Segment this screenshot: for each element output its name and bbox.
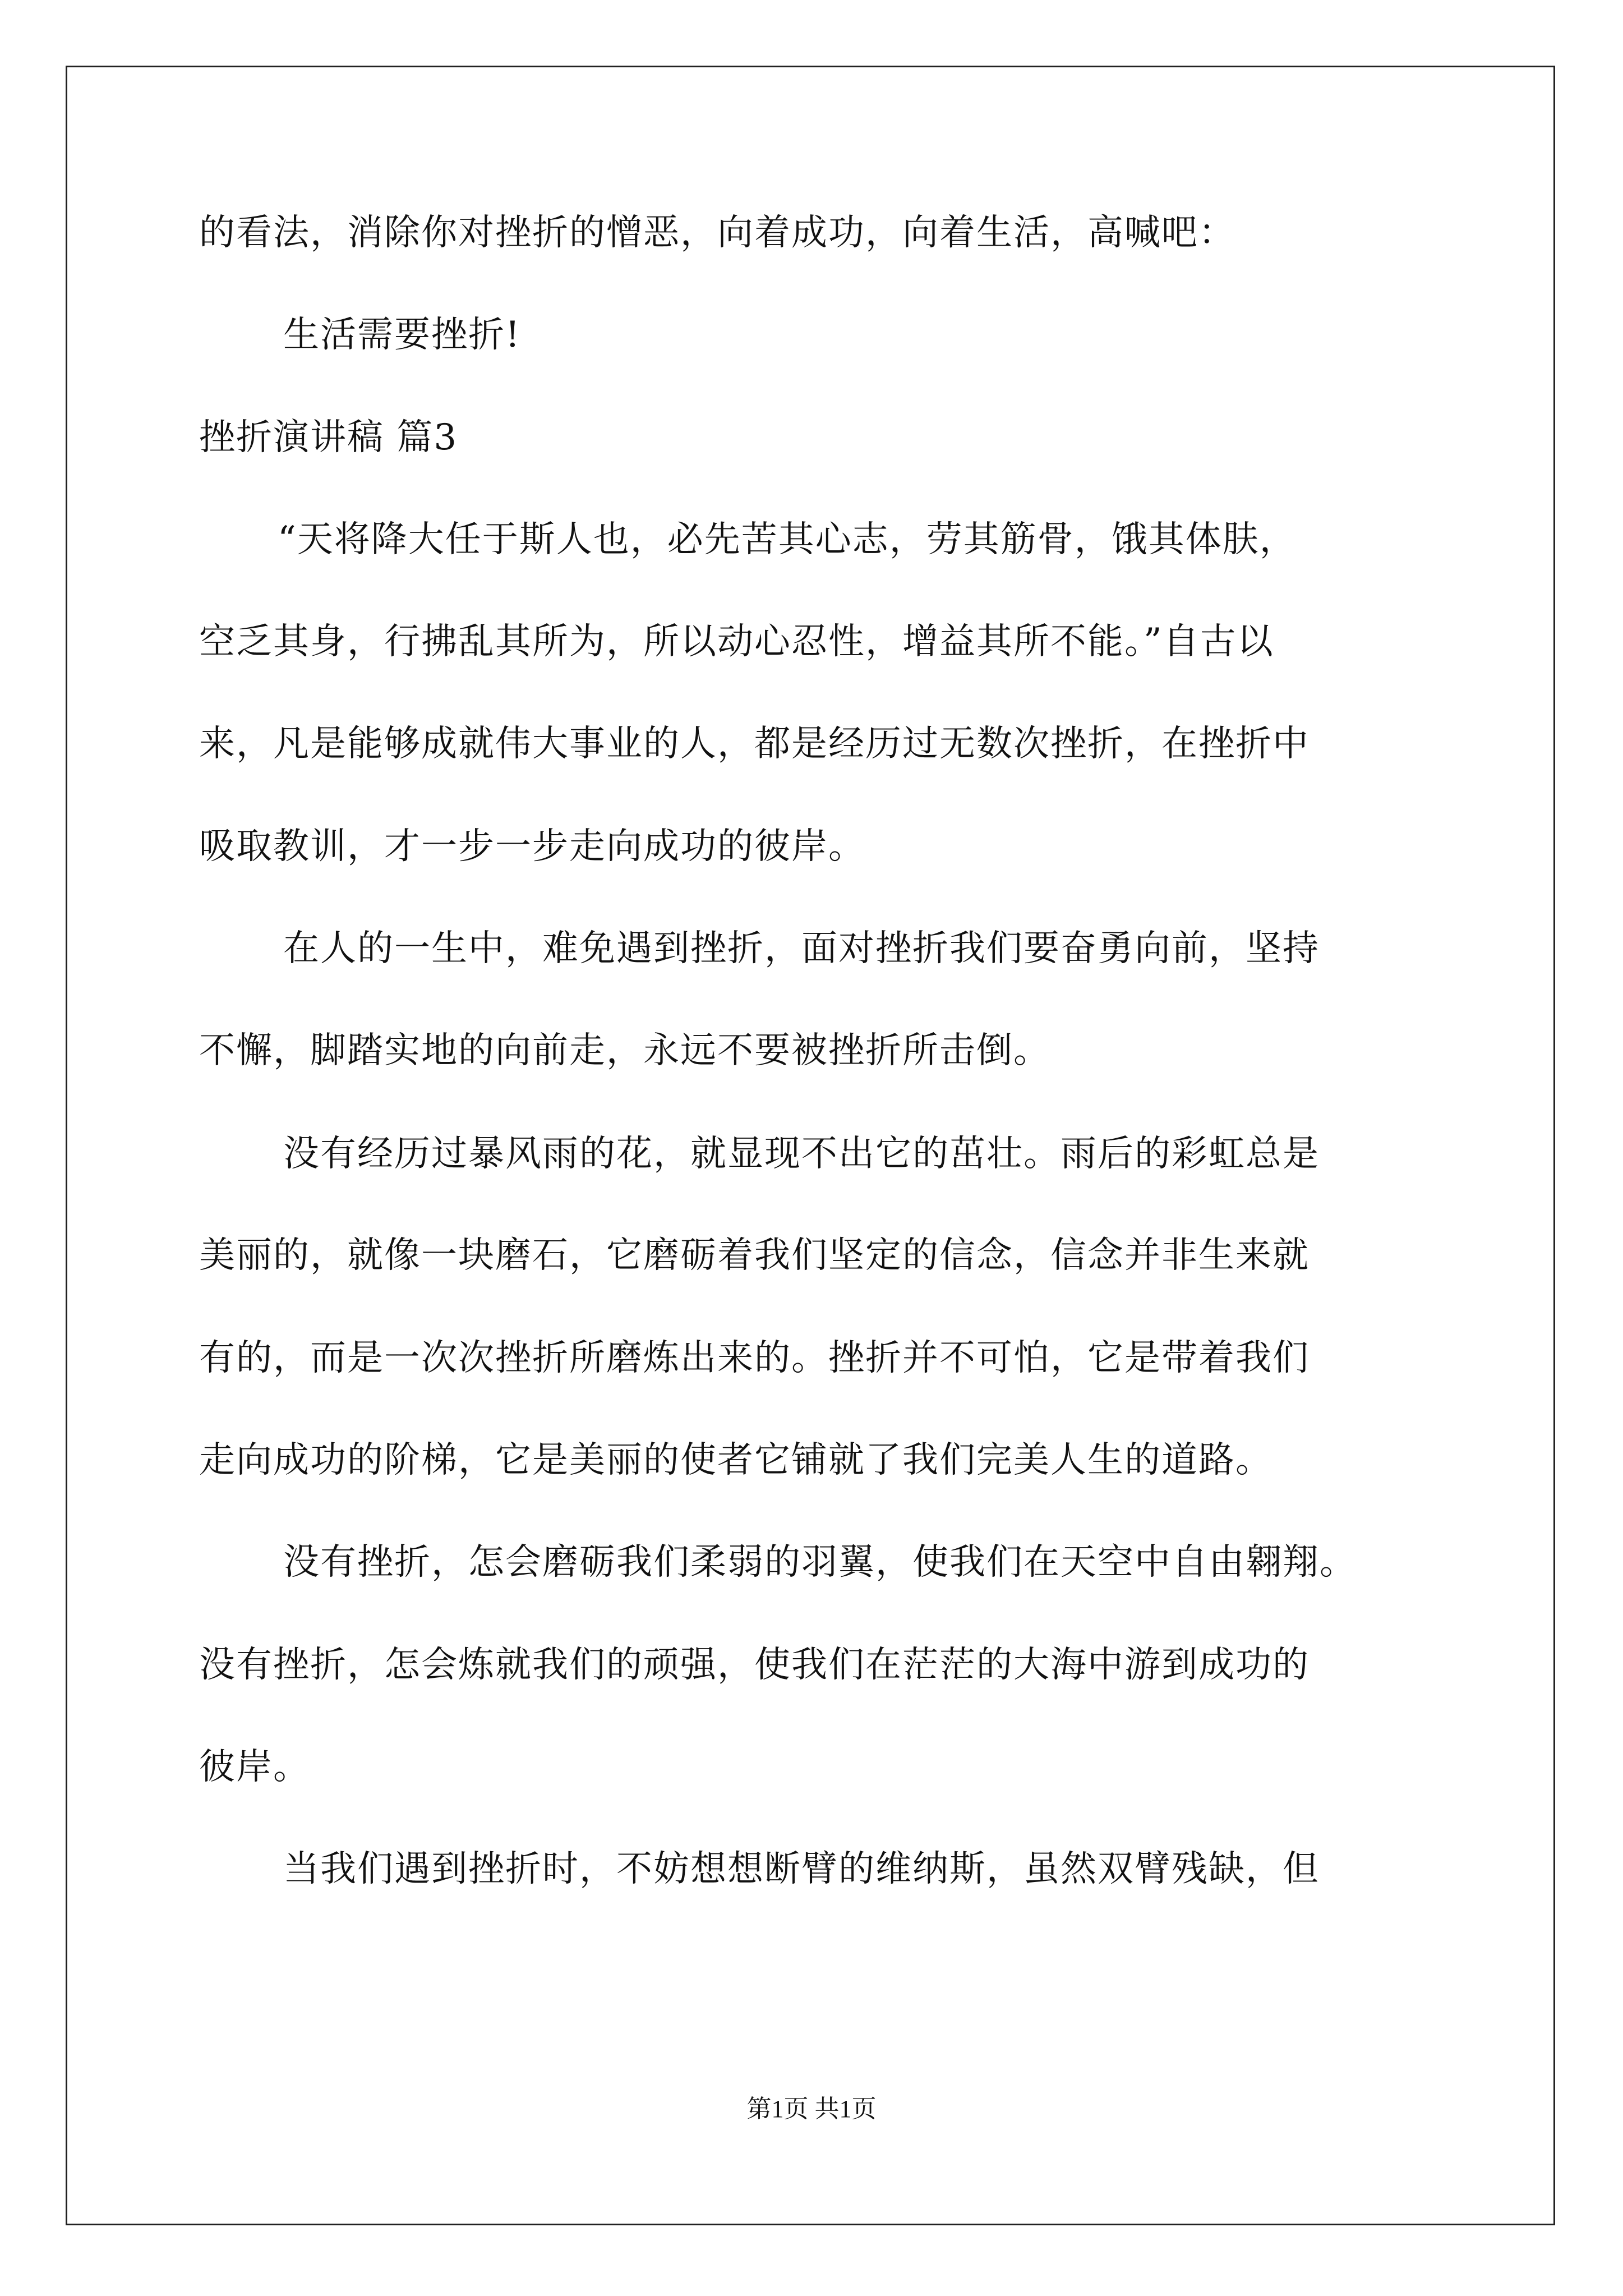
text-line: 来，凡是能够成就伟大事业的人，都是经历过无数次挫折，在挫折中 xyxy=(199,723,1310,765)
text-line: 不懈，脚踏实地的向前走，永远不要被挫折所击倒。 xyxy=(199,1030,1050,1071)
text-line: 空乏其身，行拂乱其所为，所以动心忍性，增益其所不能。”自古以 xyxy=(199,621,1274,662)
text-line: 没有挫折，怎会炼就我们的顽强，使我们在茫茫的大海中游到成功的 xyxy=(199,1644,1310,1686)
text-line: 没有经历过暴风雨的花，就显现不出它的茁壮。雨后的彩虹总是 xyxy=(283,1133,1320,1175)
text-line: 美丽的，就像一块磨石，它磨砺着我们坚定的信念，信念并非生来就 xyxy=(199,1235,1310,1276)
section-heading: 挫折演讲稿 篇3 xyxy=(199,417,458,458)
text-line: 吸取教训，才一步一步走向成功的彼岸。 xyxy=(199,826,865,867)
text-line: 有的，而是一次次挫折所磨炼出来的。挫折并不可怕，它是带着我们 xyxy=(199,1337,1310,1379)
text-line: 的看法，消除你对挫折的憎恶，向着成功，向着生活，高喊吧： xyxy=(199,212,1235,254)
text-line: 走向成功的阶梯，它是美丽的使者它铺就了我们完美人生的道路。 xyxy=(199,1439,1272,1481)
text-line: 当我们遇到挫折时，不妨想想断臂的维纳斯，虽然双臂残缺，但 xyxy=(283,1848,1320,1890)
text-line: 生活需要挫折! xyxy=(283,314,521,356)
text-line: 没有挫折，怎会磨砺我们柔弱的羽翼，使我们在天空中自由翱翔。 xyxy=(283,1542,1357,1583)
text-line: 彼岸。 xyxy=(199,1746,310,1788)
page-footer: 第1页 共1页 xyxy=(746,2095,877,2123)
text-line: “天将降大任于斯人也，必先苦其心志，劳其筋骨，饿其体肤， xyxy=(278,519,1297,560)
text-line: 在人的一生中，难免遇到挫折，面对挫折我们要奋勇向前，坚持 xyxy=(283,928,1320,969)
